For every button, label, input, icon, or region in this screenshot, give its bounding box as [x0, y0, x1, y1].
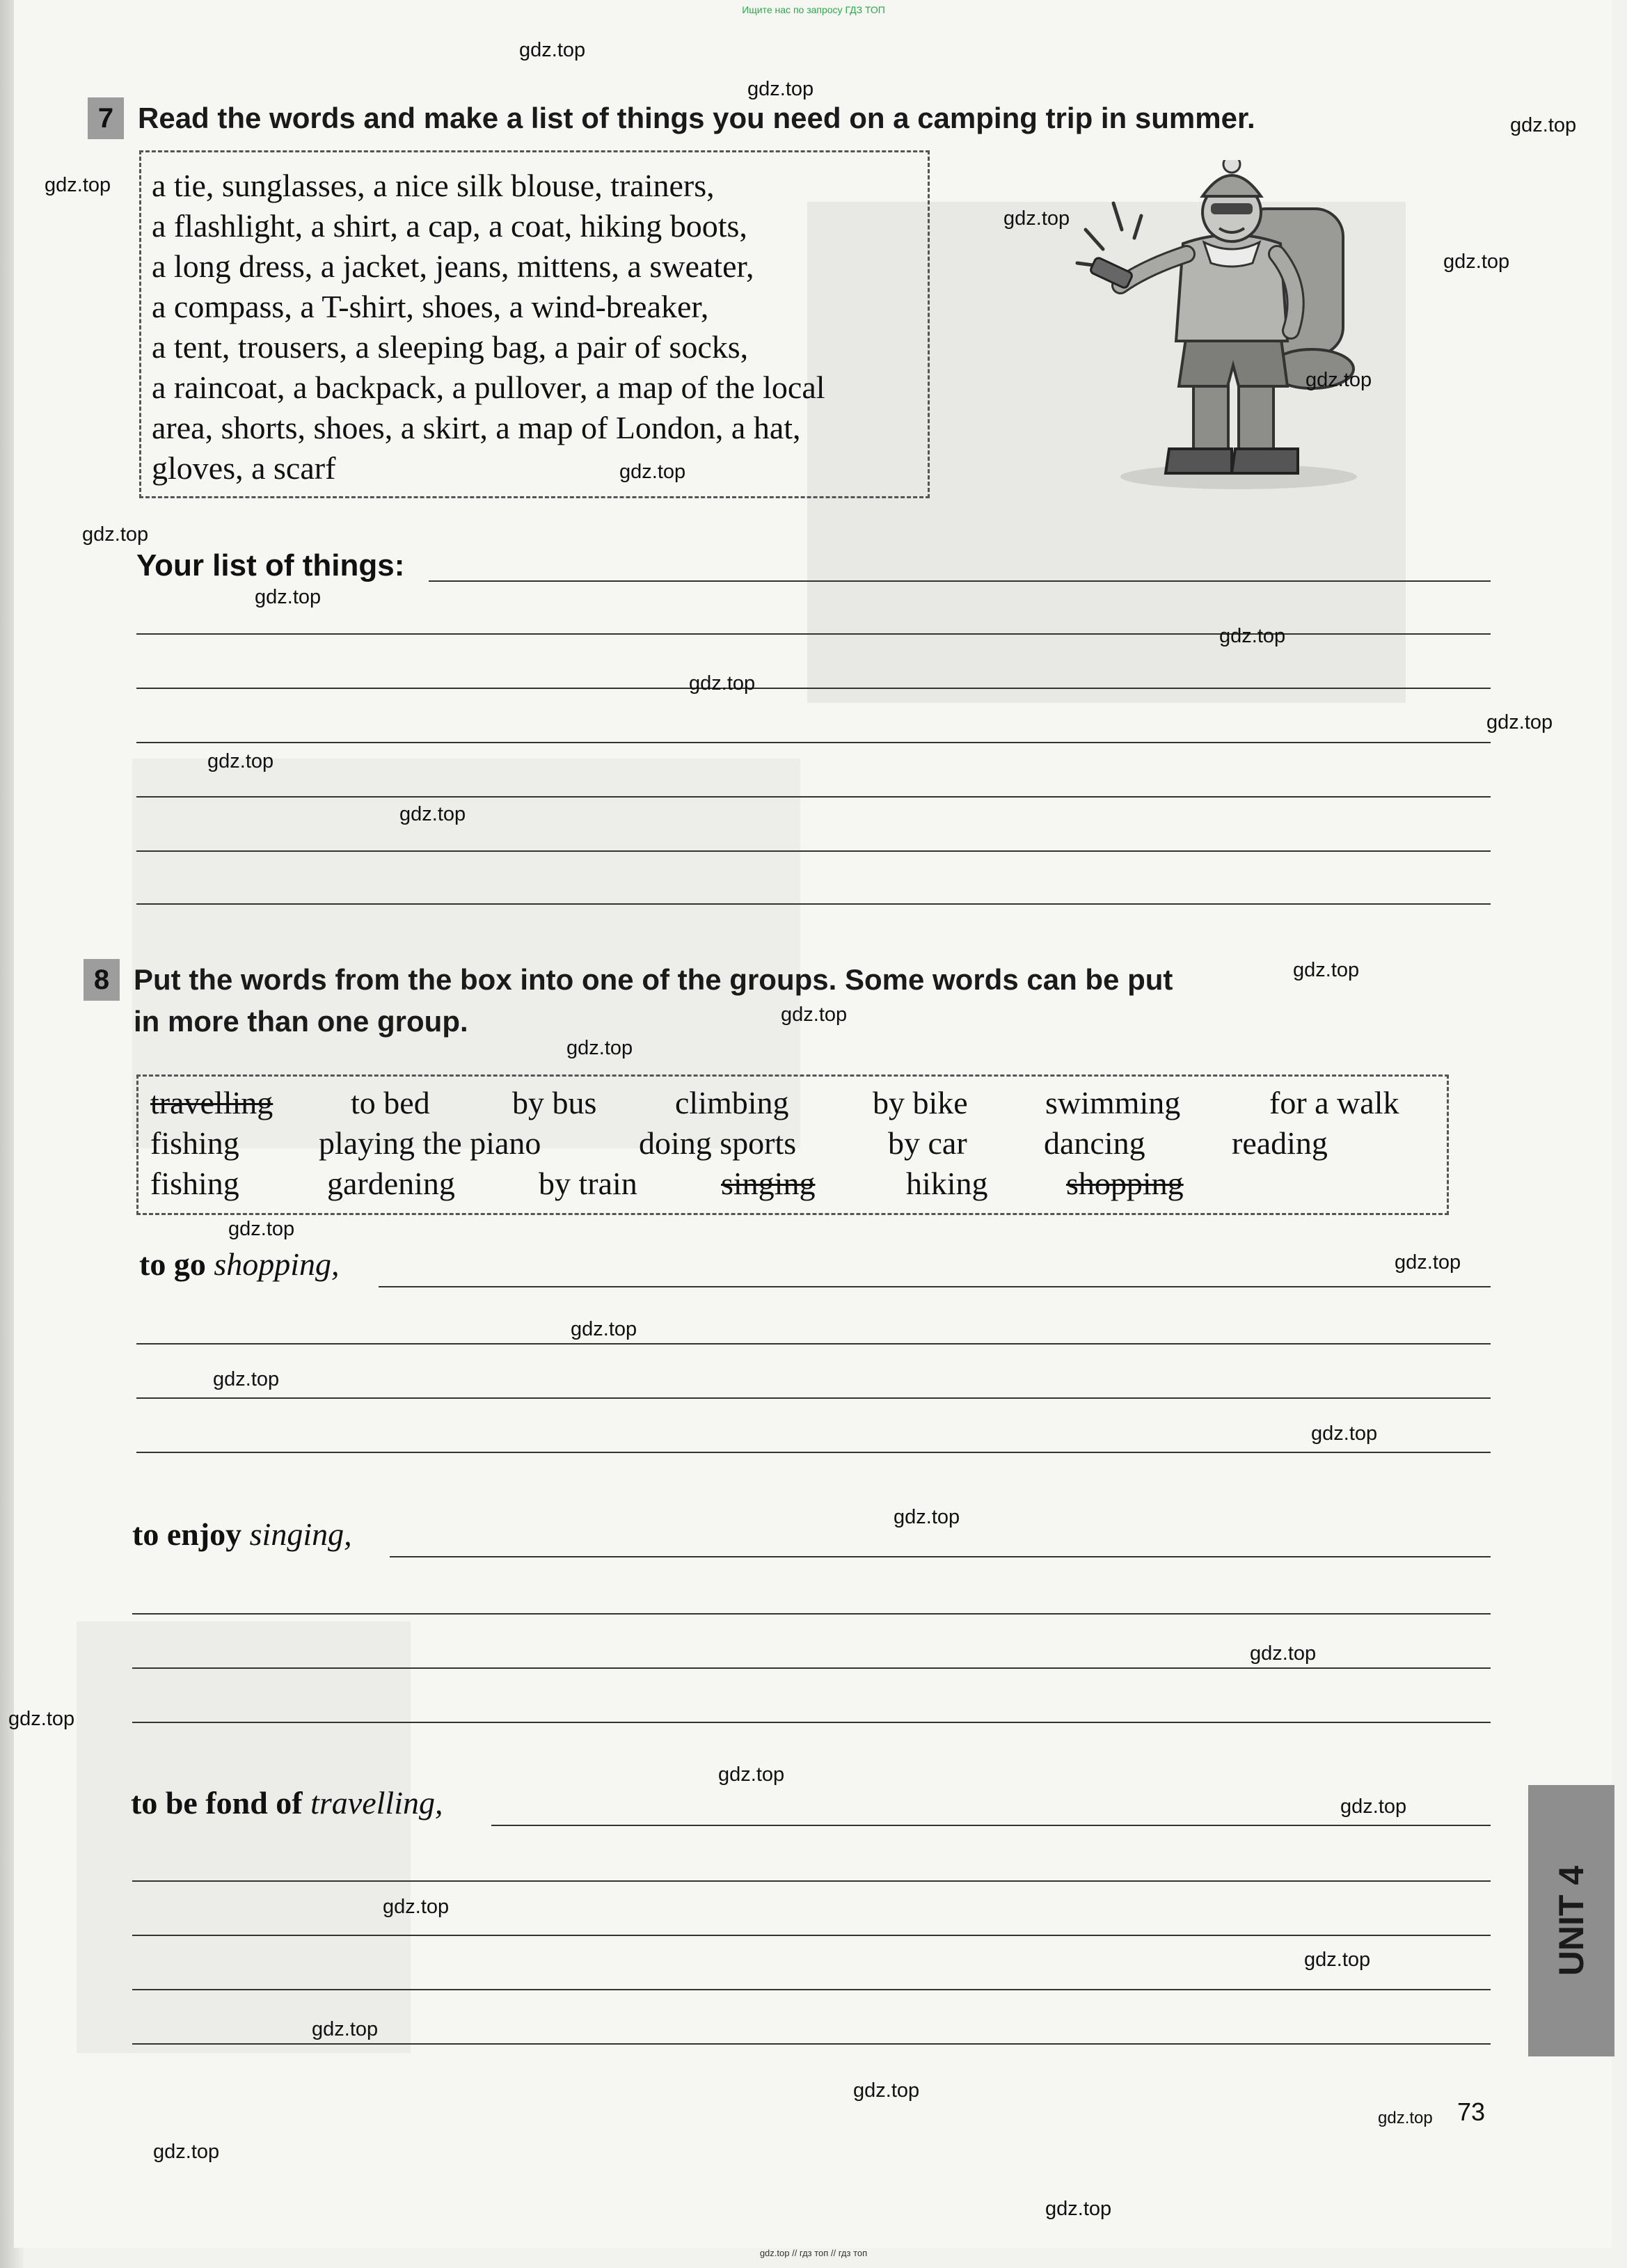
unit-tab [1528, 1785, 1614, 2056]
group-example: singing, [249, 1516, 352, 1552]
box-word: climbing [675, 1085, 789, 1120]
watermark: gdz.top [1304, 1949, 1371, 1971]
group-to-be-fond-of-label [131, 1784, 443, 1821]
hiker-illustration [1065, 160, 1392, 494]
box-word: fishing [150, 1125, 239, 1161]
group-label-text: to be fond of [131, 1785, 303, 1821]
watermark: gdz.top [213, 1368, 280, 1390]
unit-tab-label: UNIT 4 [1552, 1865, 1591, 1976]
watermark: gdz.top [1443, 251, 1510, 273]
group-label-text: to go [139, 1246, 206, 1282]
watermark: gdz.top [228, 1218, 295, 1240]
task-7-number: 7 [88, 97, 124, 139]
word-box-line: area, shorts, shoes, a skirt, a map of London, a hat, [152, 410, 801, 445]
answer-line[interactable] [136, 1397, 1491, 1399]
answer-line[interactable] [132, 1880, 1491, 1882]
box-word: fishing [150, 1166, 239, 1201]
watermark: gdz.top [1305, 369, 1372, 391]
answer-line[interactable] [136, 633, 1491, 635]
watermark: gdz.top [1311, 1422, 1378, 1445]
box-word: dancing [1044, 1125, 1145, 1161]
answer-line[interactable] [132, 1667, 1491, 1669]
box-word: for a walk [1269, 1085, 1399, 1120]
watermark: gdz.top [853, 2079, 920, 2102]
box-word-crossed: singing [721, 1166, 816, 1201]
watermark: gdz.top [1486, 711, 1553, 733]
box-word: swimming [1045, 1085, 1181, 1120]
watermark: gdz.top [894, 1506, 960, 1528]
answer-line[interactable] [132, 1722, 1491, 1723]
top-banner[interactable]: Ищите нас по запросу ГДЗ ТОП [742, 4, 885, 15]
page-number: 73 [1457, 2097, 1486, 2126]
task-8-instruction-line2: in more than one group. [134, 1005, 468, 1038]
watermark: gdz.top [45, 174, 111, 196]
word-box-line: a tent, trousers, a sleeping bag, a pair of socks, [152, 329, 749, 365]
watermark: gdz.top [1045, 2198, 1112, 2220]
bottom-banner[interactable]: gdz.top // гдз топ // гдз топ [759, 2248, 868, 2258]
box-word: doing sports [639, 1125, 797, 1161]
watermark: gdz.top [1395, 1251, 1461, 1274]
your-list-label: Your list of things: [136, 548, 405, 582]
task-7-instruction: Read the words and make a list of things you need on a camping trip in summer. [138, 102, 1255, 134]
watermark: gdz.top [399, 803, 466, 825]
watermark: gdz.top [1510, 114, 1577, 136]
answer-line[interactable] [429, 580, 1491, 582]
answer-line[interactable] [132, 1935, 1491, 1936]
answer-line[interactable] [390, 1556, 1491, 1557]
watermark: gdz.top [1250, 1642, 1317, 1665]
word-box-line: gloves, a scarf [152, 450, 336, 486]
word-box-line: a compass, a T-shirt, shoes, a wind-breaker, [152, 289, 709, 324]
watermark: gdz.top [255, 586, 322, 608]
answer-line[interactable] [132, 1989, 1491, 1990]
watermark: gdz.top [571, 1318, 637, 1340]
watermark: gdz.top [566, 1037, 633, 1059]
watermark: gdz.top [1293, 959, 1360, 981]
word-box-line: a long dress, a jacket, jeans, mittens, a sweater, [152, 248, 754, 284]
answer-line[interactable] [132, 2043, 1491, 2045]
group-to-enjoy-label [132, 1516, 352, 1553]
box-word-crossed: travelling [150, 1085, 273, 1120]
answer-line[interactable] [136, 1343, 1491, 1345]
box-word: hiking [906, 1166, 988, 1201]
group-example: travelling, [310, 1785, 443, 1821]
watermark: gdz.top [8, 1708, 75, 1730]
watermark: gdz.top [1378, 2109, 1433, 2127]
box-word: to bed [351, 1085, 430, 1120]
watermark: gdz.top [1219, 625, 1286, 647]
box-word: by car [888, 1125, 967, 1161]
watermark: gdz.top [781, 1004, 848, 1026]
box-word: by bike [873, 1085, 968, 1120]
box-word: gardening [327, 1166, 455, 1201]
task-8-number: 8 [84, 959, 120, 1001]
box-word: playing the piano [319, 1125, 541, 1161]
answer-line[interactable] [491, 1825, 1491, 1826]
answer-line[interactable] [136, 850, 1491, 852]
box-word: by bus [512, 1085, 597, 1120]
watermark: gdz.top [619, 461, 686, 483]
watermark: gdz.top [519, 39, 586, 61]
task-8-instruction-line1: Put the words from the box into one of the groups. Some words can be put [134, 963, 1173, 996]
group-label-text: to enjoy [132, 1516, 242, 1552]
answer-line[interactable] [132, 1613, 1491, 1615]
word-box-line: a raincoat, a backpack, a pullover, a map of the local [152, 370, 825, 405]
box-word: by train [539, 1166, 637, 1201]
box-word-crossed: shopping [1066, 1166, 1184, 1201]
watermark: gdz.top [747, 78, 814, 100]
answer-line[interactable] [136, 742, 1491, 743]
watermark: gdz.top [718, 1763, 785, 1786]
group-to-go-label [139, 1246, 340, 1283]
answer-line[interactable] [379, 1286, 1491, 1287]
watermark: gdz.top [1003, 207, 1070, 230]
answer-line[interactable] [136, 688, 1491, 689]
watermark: gdz.top [207, 750, 274, 772]
watermark: gdz.top [312, 2018, 379, 2040]
ghost-photo-area-2 [77, 1621, 411, 2053]
box-word: reading [1232, 1125, 1328, 1161]
group-example: shopping, [214, 1246, 340, 1282]
watermark: gdz.top [689, 672, 756, 695]
word-box-line: a tie, sunglasses, a nice silk blouse, trainers, [152, 168, 715, 203]
watermark: gdz.top [383, 1896, 450, 1918]
answer-line[interactable] [136, 903, 1491, 905]
answer-line[interactable] [136, 1452, 1491, 1453]
watermark: gdz.top [153, 2141, 220, 2163]
answer-line[interactable] [136, 796, 1491, 798]
watermark: gdz.top [82, 523, 149, 546]
watermark: gdz.top [1340, 1795, 1407, 1818]
word-box-line: a flashlight, a shirt, a cap, a coat, hiking boots, [152, 208, 747, 244]
